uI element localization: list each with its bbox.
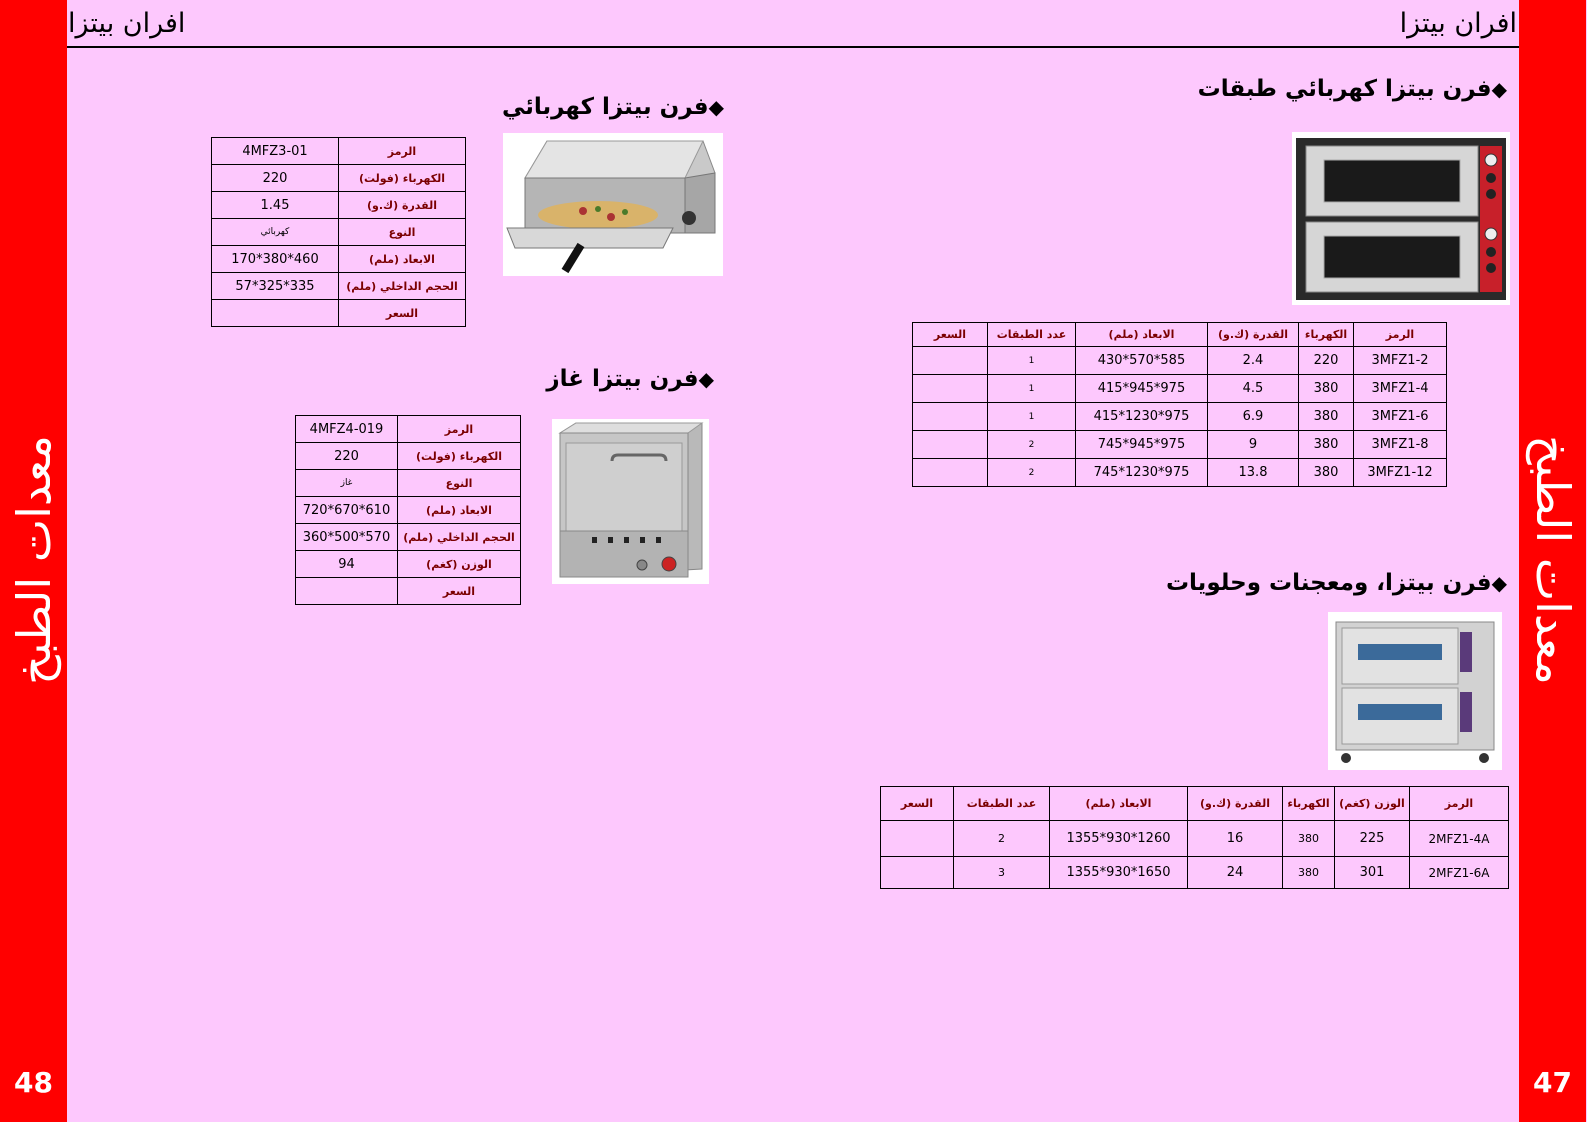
table-row: [212, 300, 466, 327]
spec-label: الكهرباء (فولت): [339, 165, 466, 192]
cell-dimensions: 975*1230*415: [1076, 403, 1208, 431]
table-row: [212, 219, 466, 246]
header-divider: [67, 46, 1519, 48]
column-header: القدرة (ك.و): [1208, 323, 1299, 347]
column-header: الرمز: [1410, 787, 1509, 821]
spec-value: 570*500*360: [296, 524, 398, 551]
spec-label: الرمز: [339, 138, 466, 165]
spec-label: الوزن (كغم): [398, 551, 521, 578]
cell-decks: 1: [988, 347, 1076, 375]
cell-voltage: 380: [1299, 431, 1354, 459]
cell-decks: 1: [988, 403, 1076, 431]
page-title-right: افران بيتزا: [1399, 8, 1517, 39]
spec-value: [212, 300, 339, 327]
spec-label: الابعاد (ملم): [339, 246, 466, 273]
right-sidebar: [1519, 0, 1586, 1122]
spec-value: 4MFZ4-019: [296, 416, 398, 443]
column-header: الكهرباء: [1299, 323, 1354, 347]
spec-value: 610*670*720: [296, 497, 398, 524]
cell-code: 2MFZ1-6A: [1410, 857, 1509, 889]
spec-label: النوع: [339, 219, 466, 246]
cell-decks: 3: [954, 857, 1050, 889]
cell-price: [881, 857, 954, 889]
cell-decks: 2: [988, 431, 1076, 459]
column-header: الرمز: [1354, 323, 1447, 347]
left-sidebar-text: معدات الطبخ: [6, 435, 61, 685]
diamond-icon: ◆: [708, 95, 724, 119]
spec-label: السعر: [398, 578, 521, 605]
spec-value: غاز: [296, 470, 398, 497]
diamond-icon: ◆: [698, 367, 714, 391]
cell-dimensions: 975*1230*745: [1076, 459, 1208, 487]
cell-dimensions: 585*570*430: [1076, 347, 1208, 375]
cell-code: 3MFZ1-4: [1354, 375, 1447, 403]
spec-value: كهربائي: [212, 219, 339, 246]
table-row: [296, 551, 521, 578]
spec-label: الرمز: [398, 416, 521, 443]
cell-code: 3MFZ1-6: [1354, 403, 1447, 431]
diamond-icon: ◆: [1491, 571, 1507, 595]
cell-price: [913, 459, 988, 487]
cell-power: 13.8: [1208, 459, 1299, 487]
cell-voltage: 220: [1299, 347, 1354, 375]
column-header: عدد الطبقات: [988, 323, 1076, 347]
column-header: عدد الطبقات: [954, 787, 1050, 821]
table-row: [212, 273, 466, 300]
table-row: [212, 192, 466, 219]
cell-price: [913, 347, 988, 375]
table-row: [913, 375, 1447, 403]
table-row: [212, 246, 466, 273]
cell-voltage: 380: [1299, 403, 1354, 431]
table-row: [913, 347, 1447, 375]
gas-oven-spec-table: [295, 415, 521, 605]
cell-price: [881, 821, 954, 857]
table-row: [881, 821, 1509, 857]
spec-label: النوع: [398, 470, 521, 497]
table-row: [881, 857, 1509, 889]
electric-deck-oven-image: [1292, 132, 1510, 305]
column-header: الوزن (كغم): [1335, 787, 1410, 821]
spec-value: [296, 578, 398, 605]
cell-code: 3MFZ1-12: [1354, 459, 1447, 487]
spec-label: القدرة (ك.و): [339, 192, 466, 219]
table-row: [913, 459, 1447, 487]
table-row: [296, 416, 521, 443]
diamond-icon: ◆: [1491, 77, 1507, 101]
left-sidebar: [0, 0, 67, 1122]
section-title-gas: ◆فرن بيتزا غاز: [546, 366, 714, 392]
electric-pizza-oven-image: [503, 133, 723, 276]
electric-deck-oven-table: [912, 322, 1447, 487]
spec-value: 335*325*57: [212, 273, 339, 300]
column-header: السعر: [881, 787, 954, 821]
cell-price: [913, 375, 988, 403]
table-row: [212, 138, 466, 165]
cell-code: 3MFZ1-2: [1354, 347, 1447, 375]
pastry-oven-image: [1328, 612, 1502, 770]
cell-voltage: 380: [1299, 459, 1354, 487]
cell-weight: 301: [1335, 857, 1410, 889]
spec-label: الحجم الداخلي (ملم): [398, 524, 521, 551]
table-row: [212, 165, 466, 192]
cell-decks: 1: [988, 375, 1076, 403]
table-row: [296, 470, 521, 497]
section-title-electric-deck: ◆فرن بيتزا كهربائي طبقات: [1197, 76, 1507, 102]
gas-pizza-oven-image: [552, 419, 709, 584]
spec-label: الحجم الداخلي (ملم): [339, 273, 466, 300]
table-header-row: [913, 323, 1447, 347]
cell-code: 3MFZ1-8: [1354, 431, 1447, 459]
table-row: [913, 431, 1447, 459]
cell-power: 4.5: [1208, 375, 1299, 403]
table-row: [296, 497, 521, 524]
section-title-electric: ◆فرن بيتزا كهربائي: [501, 94, 724, 120]
spec-value: 220: [296, 443, 398, 470]
cell-power: 16: [1188, 821, 1283, 857]
table-header-row: [881, 787, 1509, 821]
cell-power: 9: [1208, 431, 1299, 459]
cell-voltage: 380: [1299, 375, 1354, 403]
spec-label: الابعاد (ملم): [398, 497, 521, 524]
cell-dimensions: 975*945*745: [1076, 431, 1208, 459]
electric-oven-spec-table: [211, 137, 466, 327]
table-row: [296, 524, 521, 551]
cell-price: [913, 431, 988, 459]
spec-value: 4MFZ3-01: [212, 138, 339, 165]
cell-decks: 2: [954, 821, 1050, 857]
right-sidebar-text: معدات الطبخ: [1525, 435, 1580, 685]
cell-power: 6.9: [1208, 403, 1299, 431]
section-title-pastry: ◆فرن بيتزا، ومعجنات وحلويات: [1165, 570, 1507, 596]
table-row: [296, 443, 521, 470]
page-title-left: افران بيتزا: [68, 8, 186, 39]
spec-label: الكهرباء (فولت): [398, 443, 521, 470]
cell-dimensions: 1650*930*1355: [1050, 857, 1188, 889]
cell-dimensions: 975*945*415: [1076, 375, 1208, 403]
cell-voltage: 380: [1283, 857, 1335, 889]
cell-price: [913, 403, 988, 431]
cell-weight: 225: [1335, 821, 1410, 857]
column-header: القدرة (ك.و): [1188, 787, 1283, 821]
cell-dimensions: 1260*930*1355: [1050, 821, 1188, 857]
cell-power: 24: [1188, 857, 1283, 889]
column-header: الكهرباء: [1283, 787, 1335, 821]
spec-value: 94: [296, 551, 398, 578]
left-page-number: 48: [14, 1066, 53, 1099]
pastry-oven-table: [880, 786, 1509, 889]
table-row: [296, 578, 521, 605]
spec-label: السعر: [339, 300, 466, 327]
cell-decks: 2: [988, 459, 1076, 487]
spec-value: 220: [212, 165, 339, 192]
column-header: السعر: [913, 323, 988, 347]
column-header: الابعاد (ملم): [1076, 323, 1208, 347]
cell-code: 2MFZ1-4A: [1410, 821, 1509, 857]
column-header: الابعاد (ملم): [1050, 787, 1188, 821]
spec-value: 460*380*170: [212, 246, 339, 273]
right-page-number: 47: [1533, 1066, 1572, 1099]
table-row: [913, 403, 1447, 431]
cell-power: 2.4: [1208, 347, 1299, 375]
spec-value: 1.45: [212, 192, 339, 219]
cell-voltage: 380: [1283, 821, 1335, 857]
